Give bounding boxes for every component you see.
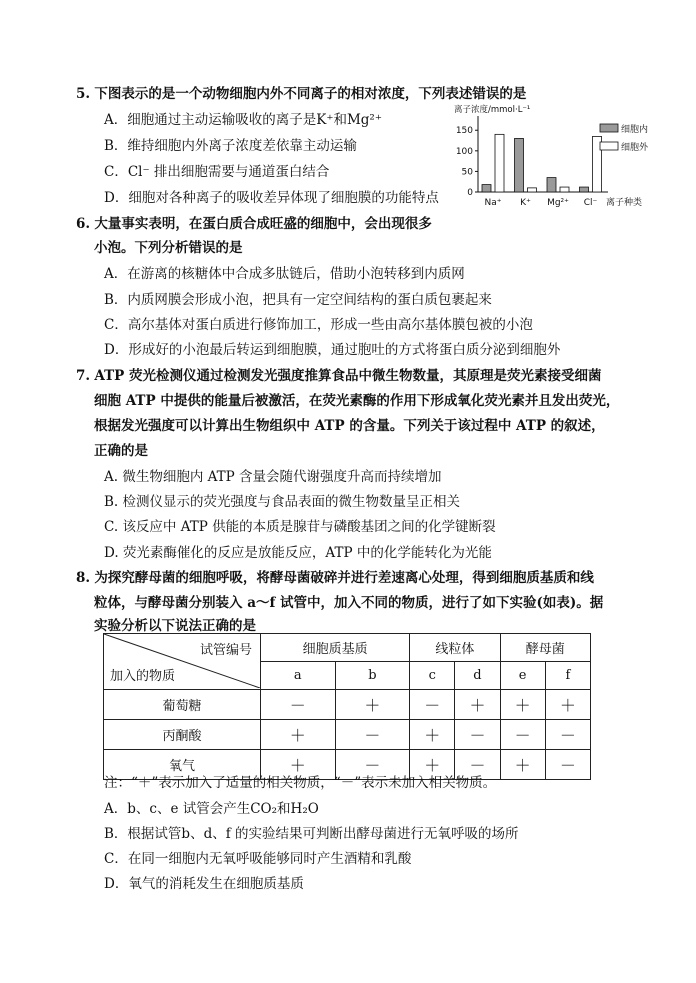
q6-option-c: C．高尔基体对蛋白质进行修饰加工，形成一些由高尔基体膜包被的小泡 (104, 317, 533, 333)
q7-option-a: A. 微生物细胞内 ATP 含量会随代谢强度升高而持续增加 (104, 469, 442, 485)
q6-stem-text-2: 小泡。下列分析错误的是 (94, 240, 243, 256)
q5-option-a: A．细胞通过主动运输吸收的离子是K⁺和Mg²⁺ (104, 112, 382, 128)
chart-bar-inside (515, 138, 524, 192)
q5-stem (76, 82, 526, 102)
tube-f: f (545, 662, 590, 690)
q8-line-2: 粒体，与酵母菌分别装入 a～f 试管中，加入不同的物质，进行了如下实验(如表)。据 (94, 595, 604, 611)
q7-line-3: 根据发光强度可以计算出生物组织中 ATP 的含量。下列关于该过程中 ATP 的叙述， (94, 418, 605, 434)
q8-note: 注：“＋”表示加入了适量的相关物质，“－”表示未加入相关物质。 (104, 775, 497, 791)
q8-option-b: B．根据试管b、d、f 的实验结果可判断出酵母菌进行无氧呼吸的场所 (104, 826, 519, 842)
chart-category-label: K⁺ (520, 198, 531, 208)
chart-legend-swatch (600, 124, 618, 132)
q7-stem (76, 364, 602, 384)
table-row: 葡萄糖 － ＋ － ＋ ＋ ＋ (104, 690, 591, 720)
chart-category-label: Na⁺ (484, 198, 502, 208)
row-label-glucose: 葡萄糖 (104, 690, 261, 720)
chart-bar-inside (580, 187, 589, 192)
q7-number: 7. (76, 368, 91, 384)
chart-bar-outside (560, 187, 569, 192)
q7-option-b: B. 检测仪显示的荧光强度与食品表面的微生物数量呈正相关 (104, 494, 461, 510)
q5-option-b: B．维持细胞内外离子浓度差依靠主动运输 (104, 138, 357, 154)
q7-option-d: D. 荧光素酶催化的反应是放能反应，ATP 中的化学能转化为光能 (104, 545, 492, 561)
row-label-pyruvate: 丙酮酸 (104, 720, 261, 750)
q8-line-3: 实验分析以下说法正确的是 (94, 618, 256, 634)
chart-ytick-label: 50 (461, 167, 473, 178)
group-mitochondria: 线粒体 (410, 634, 500, 662)
table-row: 丙酮酸 ＋ － ＋ － － － (104, 720, 591, 750)
q7-line-4: 正确的是 (94, 443, 148, 459)
chart-legend-swatch (600, 142, 618, 150)
group-cytoplasm: 细胞质基质 (261, 634, 410, 662)
tube-b: b (335, 662, 410, 690)
chart-ytick-label: 0 (467, 188, 473, 198)
q6-stem-text-1: 大量事实表明，在蛋白质合成旺盛的细胞中，会出现很多 (94, 216, 432, 232)
tube-c: c (410, 662, 455, 690)
chart-bar-inside (482, 185, 491, 192)
q8-line-1: 为探究酵母菌的细胞呼吸，将酵母菌破碎并进行差速离心处理，得到细胞质基质和线 (94, 570, 594, 586)
tube-d: d (455, 662, 500, 690)
q6-option-d: D．形成好的小泡最后转运到细胞膜，通过胞吐的方式将蛋白质分泌到细胞外 (104, 342, 561, 358)
q6-option-b: B．内质网膜会形成小泡，把具有一定空间结构的蛋白质包裹起来 (104, 292, 492, 308)
chart-legend-label: 细胞内 (621, 125, 649, 135)
q8-option-d: D．氧气的消耗发生在细胞质基质 (104, 876, 304, 892)
chart-legend-label: 细胞外 (621, 143, 649, 153)
table-row: 氧气 ＋ － ＋ － ＋ － (104, 750, 591, 780)
chart-xlabel: 离子种类 (606, 198, 643, 208)
q8-number: 8. (76, 570, 91, 586)
q5-number: 5. (76, 86, 91, 102)
q6-number: 6. (76, 216, 91, 232)
row-label-oxygen: 氧气 (104, 750, 261, 780)
q8-option-a: A．b、c、e 试管会产生CO₂和H₂O (104, 801, 319, 817)
q5-stem-text: 下图表示的是一个动物细胞内外不同离子的相对浓度，下列表述错误的是 (94, 86, 527, 102)
chart-bar-outside (495, 134, 504, 192)
q8-option-c: C．在同一细胞内无氧呼吸能够同时产生酒精和乳酸 (104, 851, 412, 867)
q7-line-1: ATP 荧光检测仪通过检测发光强度推算食品中微生物数量，其原理是荧光素接受细菌 (94, 368, 602, 384)
group-yeast: 酵母菌 (500, 634, 590, 662)
q6-stem (76, 212, 432, 232)
chart-bar-outside (528, 188, 537, 192)
chart-ytick-label: 100 (455, 146, 473, 157)
chart-ytick-label: 150 (455, 126, 473, 137)
corner-top-label: 试管编号 (199, 643, 252, 658)
q7-line-2: 细胞 ATP 中提供的能量后被激活，在荧光素酶的作用下形成氧化荧光素并且发出荧光， (94, 393, 620, 409)
chart-bar-inside (547, 178, 556, 192)
chart-ylabel: 离子浓度/mmol·L⁻¹ (454, 105, 531, 115)
q7-option-c: C. 该反应中 ATP 供能的本质是腺苷与磷酸基团之间的化学键断裂 (104, 519, 496, 535)
q5-option-d: D．细胞对各种离子的吸收差异体现了细胞膜的功能特点 (104, 190, 439, 206)
table-corner-cell (104, 634, 261, 690)
q5-option-c: C．Cl⁻ 排出细胞需要与通道蛋白结合 (104, 164, 330, 180)
q6-option-a: A．在游离的核糖体中合成多肽链后，借助小泡转移到内质网 (104, 266, 465, 282)
tube-e: e (500, 662, 545, 690)
tube-a: a (261, 662, 336, 690)
experiment-table (103, 633, 591, 780)
chart-category-label: Mg²⁺ (547, 198, 569, 208)
corner-bottom-label: 加入的物质 (110, 669, 176, 684)
q8-stem (76, 566, 594, 586)
chart-category-label: Cl⁻ (583, 198, 598, 208)
ion-concentration-chart (452, 100, 692, 218)
